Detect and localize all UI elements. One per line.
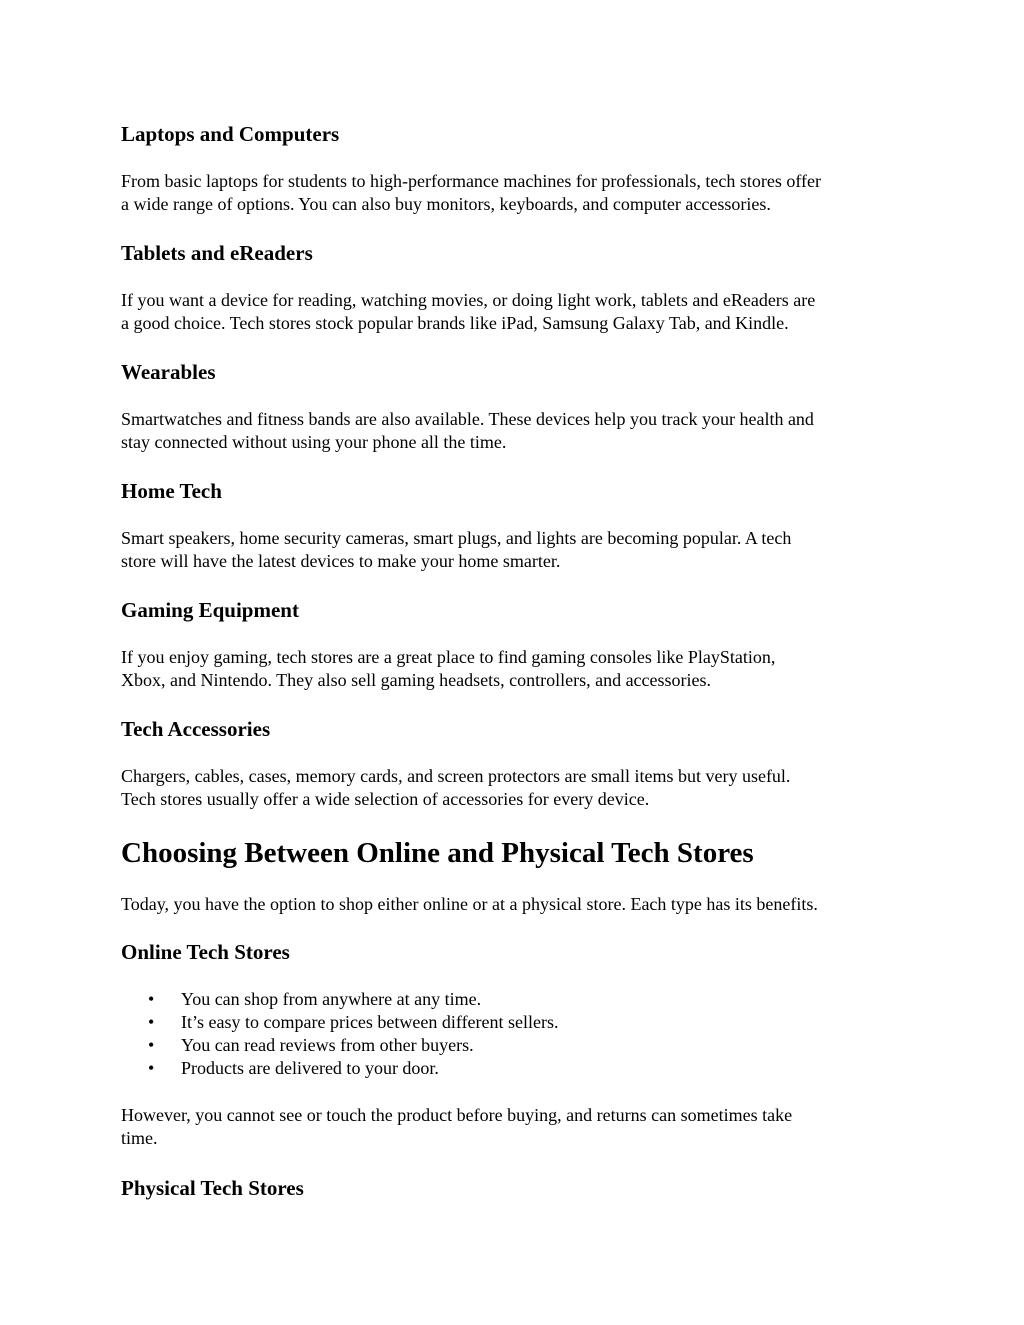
section-heading-physical: Physical Tech Stores	[121, 1176, 304, 1200]
section-heading-accessories: Tech Accessories	[121, 717, 271, 741]
section-heading-online: Online Tech Stores	[121, 940, 290, 964]
body-line: Smartwatches and fitness bands are also available. These devices help you track your health and	[121, 409, 814, 429]
section-body-accessories	[121, 765, 911, 811]
list-item	[121, 1011, 911, 1034]
section-body-gaming	[121, 646, 911, 692]
body-line: Xbox, and Nintendo. They also sell gaming headsets, controllers, and accessories.	[121, 670, 712, 690]
body-line: However, you cannot see or touch the product before buying, and returns can sometimes take	[121, 1105, 793, 1125]
list-item	[121, 1057, 911, 1080]
section-heading-home-tech: Home Tech	[121, 479, 222, 503]
body-line: a wide range of options. You can also buy monitors, keyboards, and computer accessories.	[121, 194, 771, 214]
body-line: store will have the latest devices to make your home smarter.	[121, 551, 561, 571]
bullet-icon: •	[148, 1058, 155, 1078]
list-item-text: It’s easy to compare prices between different sellers.	[181, 1012, 559, 1032]
body-line: a good choice. Tech stores stock popular brands like iPad, Samsung Galaxy Tab, and Kindle.	[121, 313, 789, 333]
body-line: time.	[121, 1128, 158, 1148]
body-line: Smart speakers, home security cameras, smart plugs, and lights are becoming popular. A tech	[121, 528, 792, 548]
intro-paragraph	[121, 893, 911, 916]
list-item	[121, 988, 911, 1011]
body-line: Today, you have the option to shop either online or at a physical store. Each type has its benefits.	[121, 894, 818, 914]
section-body-tablets	[121, 289, 911, 335]
online-benefits-list	[121, 988, 911, 1080]
section-body-laptops	[121, 170, 911, 216]
section-heading-tablets: Tablets and eReaders	[121, 241, 313, 265]
list-item	[121, 1034, 911, 1057]
online-closing-paragraph	[121, 1104, 911, 1150]
body-line: Tech stores usually offer a wide selection of accessories for every device.	[121, 789, 650, 809]
list-item-text: Products are delivered to your door.	[181, 1058, 439, 1078]
bullet-icon: •	[148, 1035, 155, 1055]
body-line: stay connected without using your phone all the time.	[121, 432, 507, 452]
section-body-home-tech	[121, 527, 911, 573]
list-item-text: You can read reviews from other buyers.	[181, 1035, 474, 1055]
section-heading-gaming: Gaming Equipment	[121, 598, 299, 622]
bullet-icon: •	[148, 989, 155, 1009]
main-heading: Choosing Between Online and Physical Tech Stores	[121, 837, 754, 869]
section-heading-laptops: Laptops and Computers	[121, 122, 340, 146]
body-line: If you enjoy gaming, tech stores are a great place to find gaming consoles like PlayStation,	[121, 647, 776, 667]
list-item-text: You can shop from anywhere at any time.	[181, 989, 482, 1009]
body-line: Chargers, cables, cases, memory cards, and screen protectors are small items but very useful.	[121, 766, 791, 786]
section-heading-wearables: Wearables	[121, 360, 216, 384]
body-line: If you want a device for reading, watching movies, or doing light work, tablets and eReaders are	[121, 290, 816, 310]
body-line: From basic laptops for students to high-performance machines for professionals, tech stores offer	[121, 171, 821, 191]
section-body-wearables	[121, 408, 911, 454]
bullet-icon: •	[148, 1012, 155, 1032]
